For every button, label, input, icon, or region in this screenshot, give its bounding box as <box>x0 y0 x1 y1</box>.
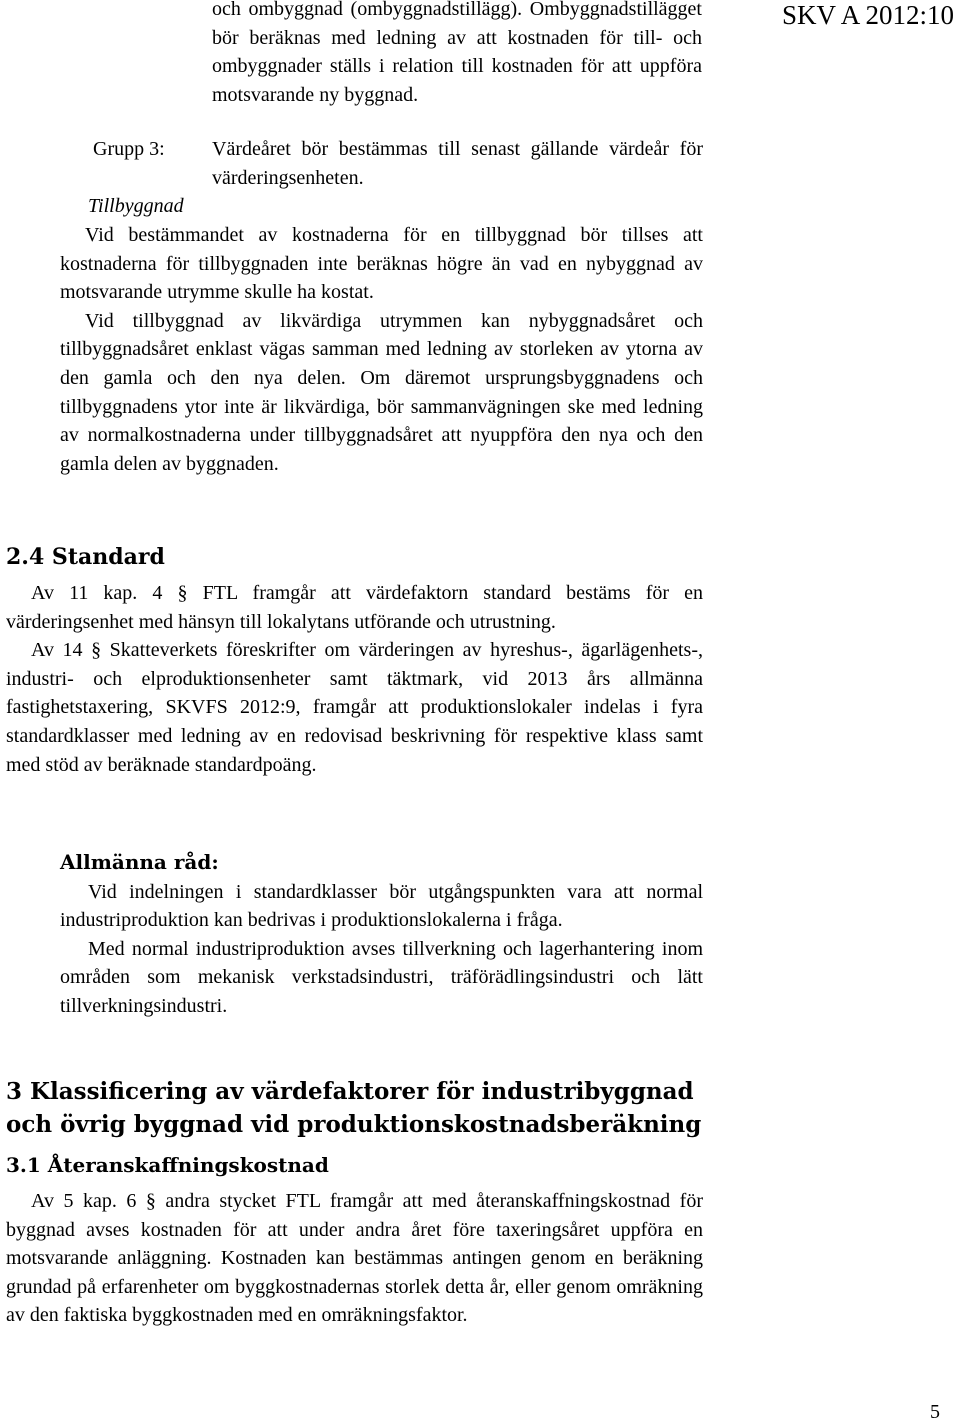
standard-heading: 2.4 Standard <box>6 544 165 570</box>
tillbyggnad-paragraph-1: Vid bestämmandet av kostnaderna för en tillbyggnad bör tillses att kostnaderna för tillbyggnaden inte beräknas högre än vad en nybyggnad av motsvarande utrymme skulle ha kostat. <box>60 224 703 304</box>
aterskaffning-paragraph: Av 5 kap. 6 § andra stycket FTL framgår att med återanskaffningskostnad för byggnad avses kostnaden för att under andra året före taxeringsåret uppföra en motsvarande anläggning. Kostnaden kan bestämmas antingen genom en beräkning grundad på erfarenheter om byggkostnadernas storlek detta år, eller genom omräkning av den faktiska byggkostnaden med en omräkningsfaktor. <box>6 1190 703 1327</box>
section-3-1-heading: 3.1 Återanskaffningskostnad <box>6 1153 329 1177</box>
document-id: SKV A 2012:10 <box>781 0 954 30</box>
page-number: 5 <box>930 1401 940 1423</box>
grupp3-entry <box>93 135 703 192</box>
intro-continuation-text <box>212 0 702 109</box>
allmanna-rad-heading: Allmänna råd: <box>60 850 219 874</box>
allmanna-rad-paragraph-2: Med normal industriproduktion avses tillverkning och lagerhantering inom områden som mekanisk verkstadsindustri, träförädlingsindustri och lätt tillverkningsindustri. <box>60 937 703 1017</box>
standard-section <box>6 579 703 779</box>
aterskaffning-section <box>6 1187 703 1330</box>
standard-paragraph-1: Av 11 kap. 4 § FTL framgår att värdefaktorn standard bestäms för en värderingsenhet med hänsyn till lokalytans utförande och utrustning. <box>6 582 703 633</box>
tillbyggnad-heading: Tillbyggnad <box>88 195 184 217</box>
allmanna-rad-box <box>60 848 703 1021</box>
grupp3-text: Värdeåret bör bestämmas till senast gällande värdeår för värderingsenheten. <box>212 138 703 189</box>
intro-continuation-paragraph: och ombyggnad (ombyggnadstillägg). Ombyggnadstillägget bör beräknas med ledning av att kostnaden för till- och ombyggnader ställs i relation till kostnaden för att uppföra motsvarande ny byggnad. <box>212 0 702 106</box>
tillbyggnad-section <box>60 221 703 478</box>
standard-paragraph-2: Av 14 § Skatteverkets föreskrifter om värderingen av hyreshus-, ägarlägenhets-, industri- och elproduktionsenheter samt täktmark, vid 2013 års allmänna fastighetstaxering, SKVFS 2012:9, framgår att produktionslokaler indelas i fyra standardklasser med ledning av en redovisad beskrivning för respektive klass samt med stöd av beräknade standardpoäng. <box>6 639 703 776</box>
allmanna-rad-text <box>60 878 703 1021</box>
section-3-heading: 3 Klassificering av värdefaktorer för industribyggnad och övrig byggnad vid produktionskostnadsberäkning <box>6 1078 702 1138</box>
tillbyggnad-paragraph-2: Vid tillbyggnad av likvärdiga utrymmen kan nybyggnadsåret och tillbyggnadsåret enklast vägas samman med ledning av storleken av ytorna av den gamla och den nya delen. Om däremot ursprungsbyggnadens och tillbyggnadens ytor inte är likvärdiga, bör sammanvägningen ske med ledning av normalkostnaderna under tillbyggnadsåret att nyuppföra den nya och den gamla delen av byggnaden. <box>60 309 703 475</box>
grupp3-label: Grupp 3: <box>93 138 165 160</box>
allmanna-rad-paragraph-1: Vid indelningen i standardklasser bör utgångspunkten vara att normal industriproduktion kan bedrivas i produktionslokalerna i fråga. <box>60 880 703 932</box>
